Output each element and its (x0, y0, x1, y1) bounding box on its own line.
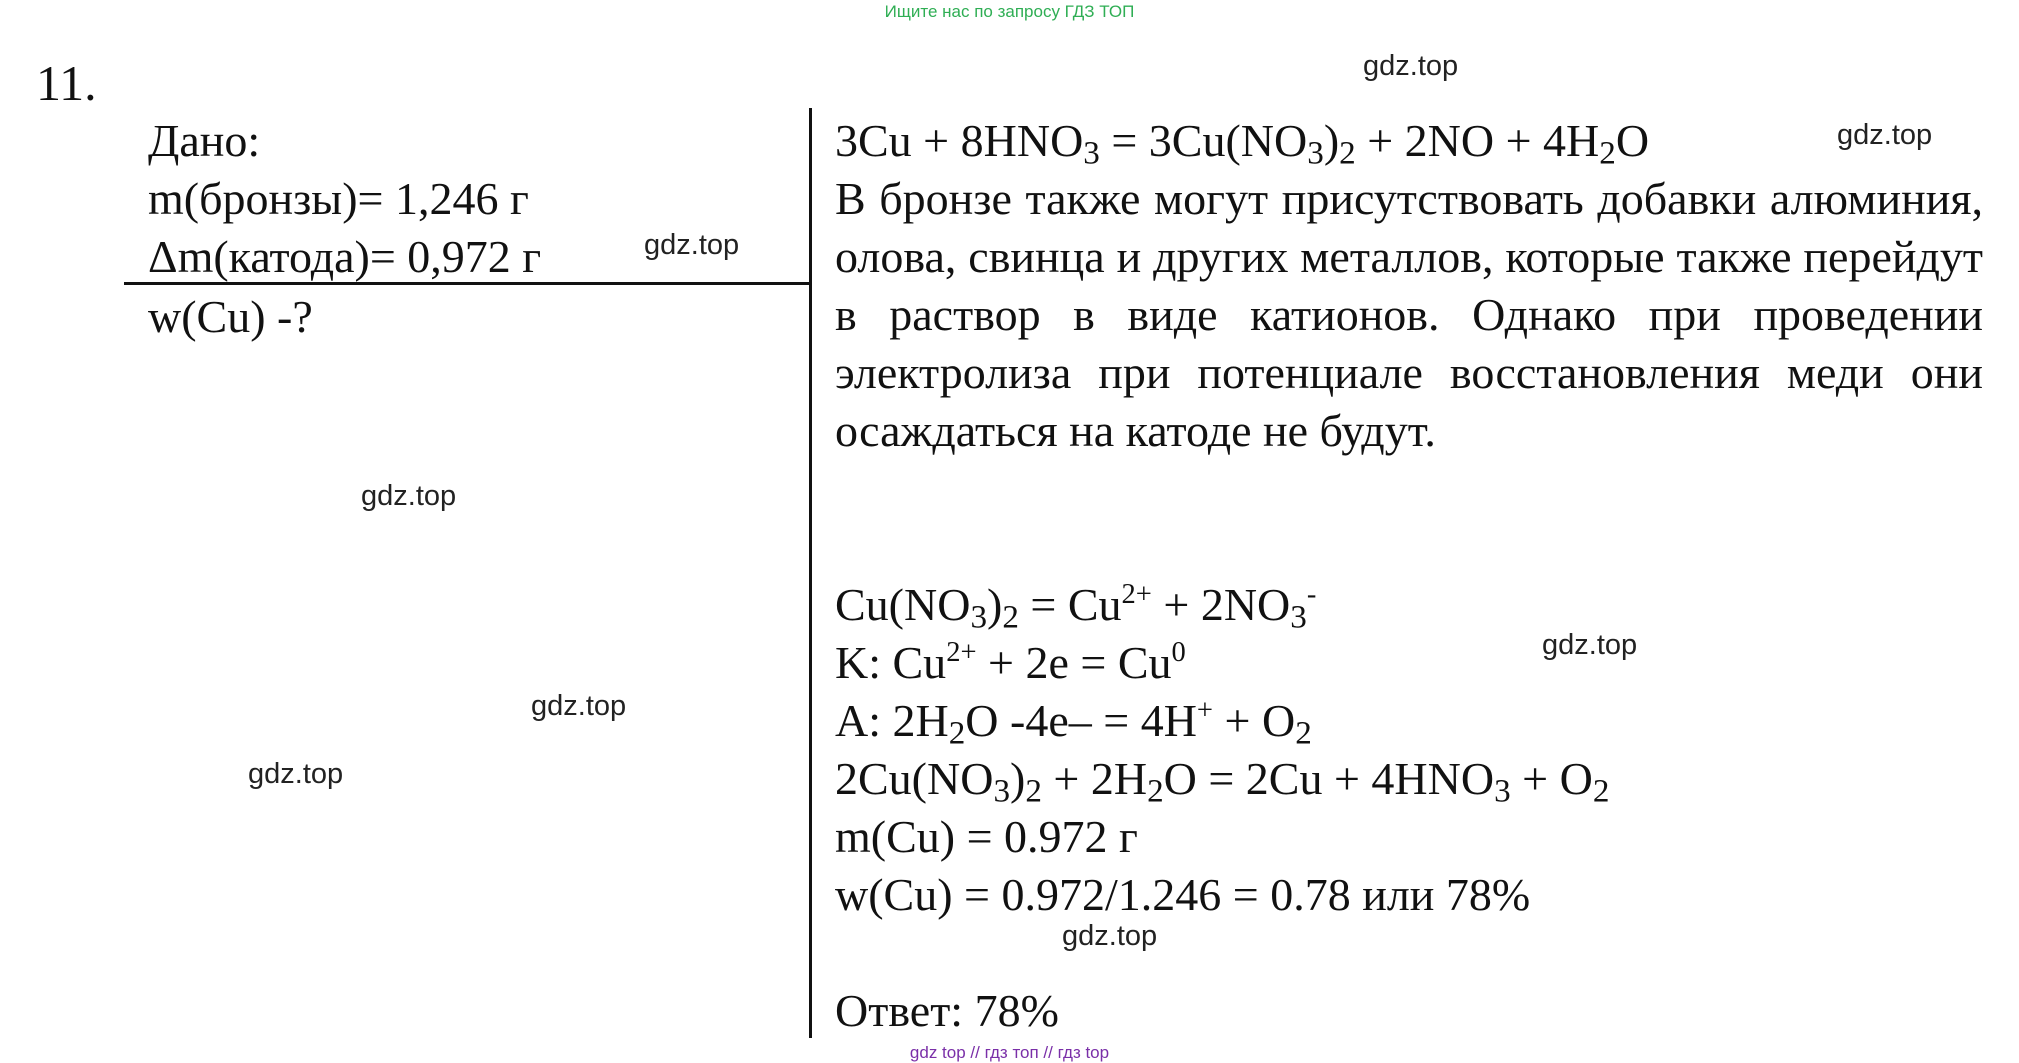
given-cathode-mass: Δm(катода)= 0,972 г (148, 231, 542, 282)
problem-number: 11. (36, 55, 97, 111)
find-copper-fraction: w(Cu) -? (148, 291, 313, 342)
equation-overall: $2Cu(NO_3)_2 + 2H_2O = 2Cu + 4HNO_3 + O_2$ (835, 753, 1610, 810)
equation-dissolution: $3Cu + 8HNO_3 = 3Cu(NO_3)_2 + 2NO + 4H_2O$ (835, 115, 1650, 172)
given-divider (124, 282, 810, 285)
copper-mass-line: m(Cu) = 0.972 г (835, 811, 1138, 862)
equation-dissociation: $Cu(NO_3)_2 = Cu^{2+} + 2NO_3^-$ (835, 578, 1317, 636)
watermark: gdz.top (361, 480, 457, 512)
watermark: gdz.top (1542, 629, 1638, 661)
watermark: gdz.top (531, 690, 627, 722)
watermark: gdz.top (1062, 920, 1158, 952)
copper-fraction-line: w(Cu) = 0.972/1.246 = 0.78 или 78% (835, 869, 1531, 920)
answer-line: Ответ: 78% (835, 985, 1059, 1036)
explanation-paragraph: В бронзе также могут присутствовать добавки алюминия, олова, свинца и других металлов, которые также перейдут в раствор в виде катионов. Однако при проведении электролиза при потенциале восстановления меди они осаждаться на катоде не будут. (835, 173, 1983, 456)
top-banner[interactable]: Ищите нас по запросу ГДЗ ТОП (884, 2, 1135, 21)
given-bronze-mass: m(бронзы)= 1,246 г (148, 173, 529, 224)
bottom-banner[interactable]: gdz top // гдз топ // гдз top (909, 1043, 1110, 1062)
watermark: gdz.top (1837, 119, 1933, 151)
vertical-divider (809, 108, 812, 1038)
given-header: Дано: (148, 115, 261, 166)
watermark: gdz.top (1363, 50, 1459, 82)
equation-cathode: K: $Cu^{2+} + 2e = Cu^0$ (835, 636, 1186, 688)
watermark: gdz.top (644, 229, 740, 261)
watermark: gdz.top (248, 758, 344, 790)
equation-anode: A: $2H_2O$ $-4e- = 4H^+ + O_2$ (835, 694, 1312, 752)
